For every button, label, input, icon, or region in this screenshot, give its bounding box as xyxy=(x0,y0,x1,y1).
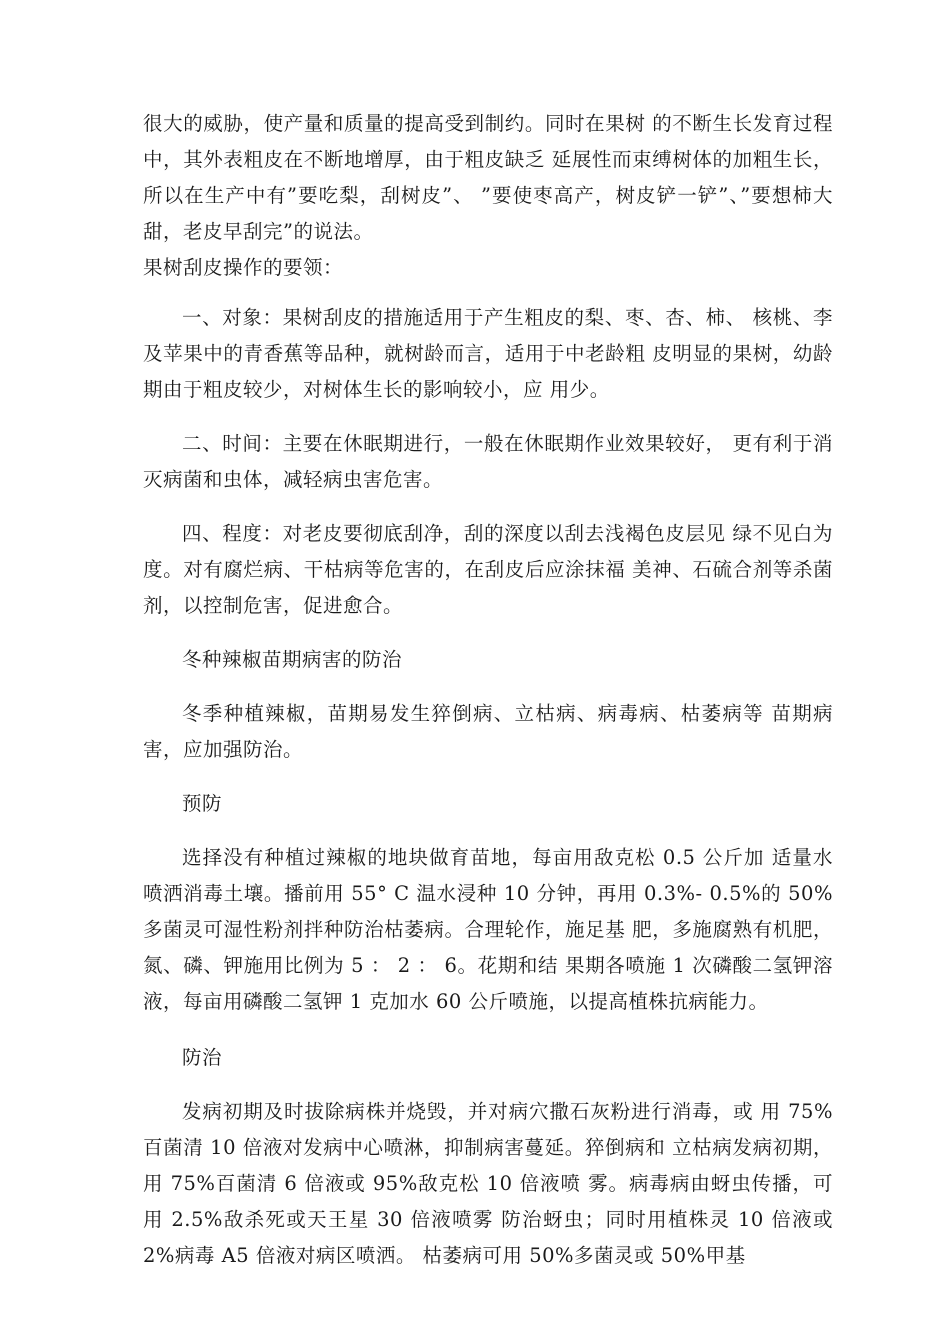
section-title-pepper-disease: 冬种辣椒苗期病害的防治 xyxy=(182,648,403,671)
paragraph-prevention: 选择没有种植过辣椒的地块做育苗地，每亩用敌克松 0.5 公斤加 适量水喷洒消毒土壤。播前用 55° C 温水浸种 10 分钟，再用 0.3%- 0.5%的 50%多菌灵可湿性粉剂拌种防治枯萎病。合理轮作，施足基 肥，多施腐熟有机肥，氮、磷、钾施用比例为 5 ： 2 ： 6。花期和结 果期各喷施 1 次磷酸二氢钾溶液，每亩用磷酸二氢钾 1 克加水 60 公斤喷施，以提高植株抗病能力。 xyxy=(143,846,833,1013)
document-page xyxy=(143,106,833,1274)
subheading-prevention: 预防 xyxy=(182,792,223,815)
paragraph-target: 一、对象：果树刮皮的措施适用于产生粗皮的梨、枣、杏、柿、 核桃、李及苹果中的青香蕉等品种，就树龄而言，适用于中老龄粗 皮明显的果树，幼龄期由于粗皮较少，对树体生长的影响较小，应 用少。 xyxy=(143,306,833,401)
paragraph-control: 发病初期及时拔除病株并烧毁，并对病穴撒石灰粉进行消毒，或 用 75%百菌清 10 倍液对发病中心喷淋，抑制病害蔓延。猝倒病和 立枯病发病初期，用 75%百菌清 6 倍液或 95%敌克松 10 倍液喷 雾。病毒病由蚜虫传播，可用 2.5%敌杀死或天王星 30 倍液喷雾 防治蚜虫；同时用植株灵 10 倍液或 2%病毒 A5 倍液对病区喷洒。 枯萎病可用 50%多菌灵或 50%甲基 xyxy=(143,1100,833,1267)
paragraph-intro-continued: 很大的威胁，使产量和质量的提高受到制约。同时在果树 的不断生长发育过程中，其外表粗皮在不断地增厚，由于粗皮缺乏 延展性而束缚树体的加粗生长，所以在生产中有”要吃梨，刮树皮”、 ”要使枣高产，树皮铲一铲”、”要想柿大甜，老皮早刮完”的说法。 xyxy=(143,112,833,243)
paragraph-pepper-intro: 冬季种植辣椒，苗期易发生猝倒病、立枯病、病毒病、枯萎病等 苗期病害，应加强防治。 xyxy=(143,702,833,761)
subheading-control: 防治 xyxy=(182,1046,223,1069)
paragraph-degree: 四、程度：对老皮要彻底刮净，刮的深度以刮去浅褐色皮层见 绿不见白为度。对有腐烂病、干枯病等危害的，在刮皮后应涂抹福 美神、石硫合剂等杀菌剂，以控制危害，促进愈合。 xyxy=(143,522,833,617)
paragraph-heading-essentials: 果树刮皮操作的要领： xyxy=(143,256,344,279)
paragraph-timing: 二、时间：主要在休眠期进行，一般在休眠期作业效果较好， 更有利于消灭病菌和虫体，减轻病虫害危害。 xyxy=(143,432,833,491)
